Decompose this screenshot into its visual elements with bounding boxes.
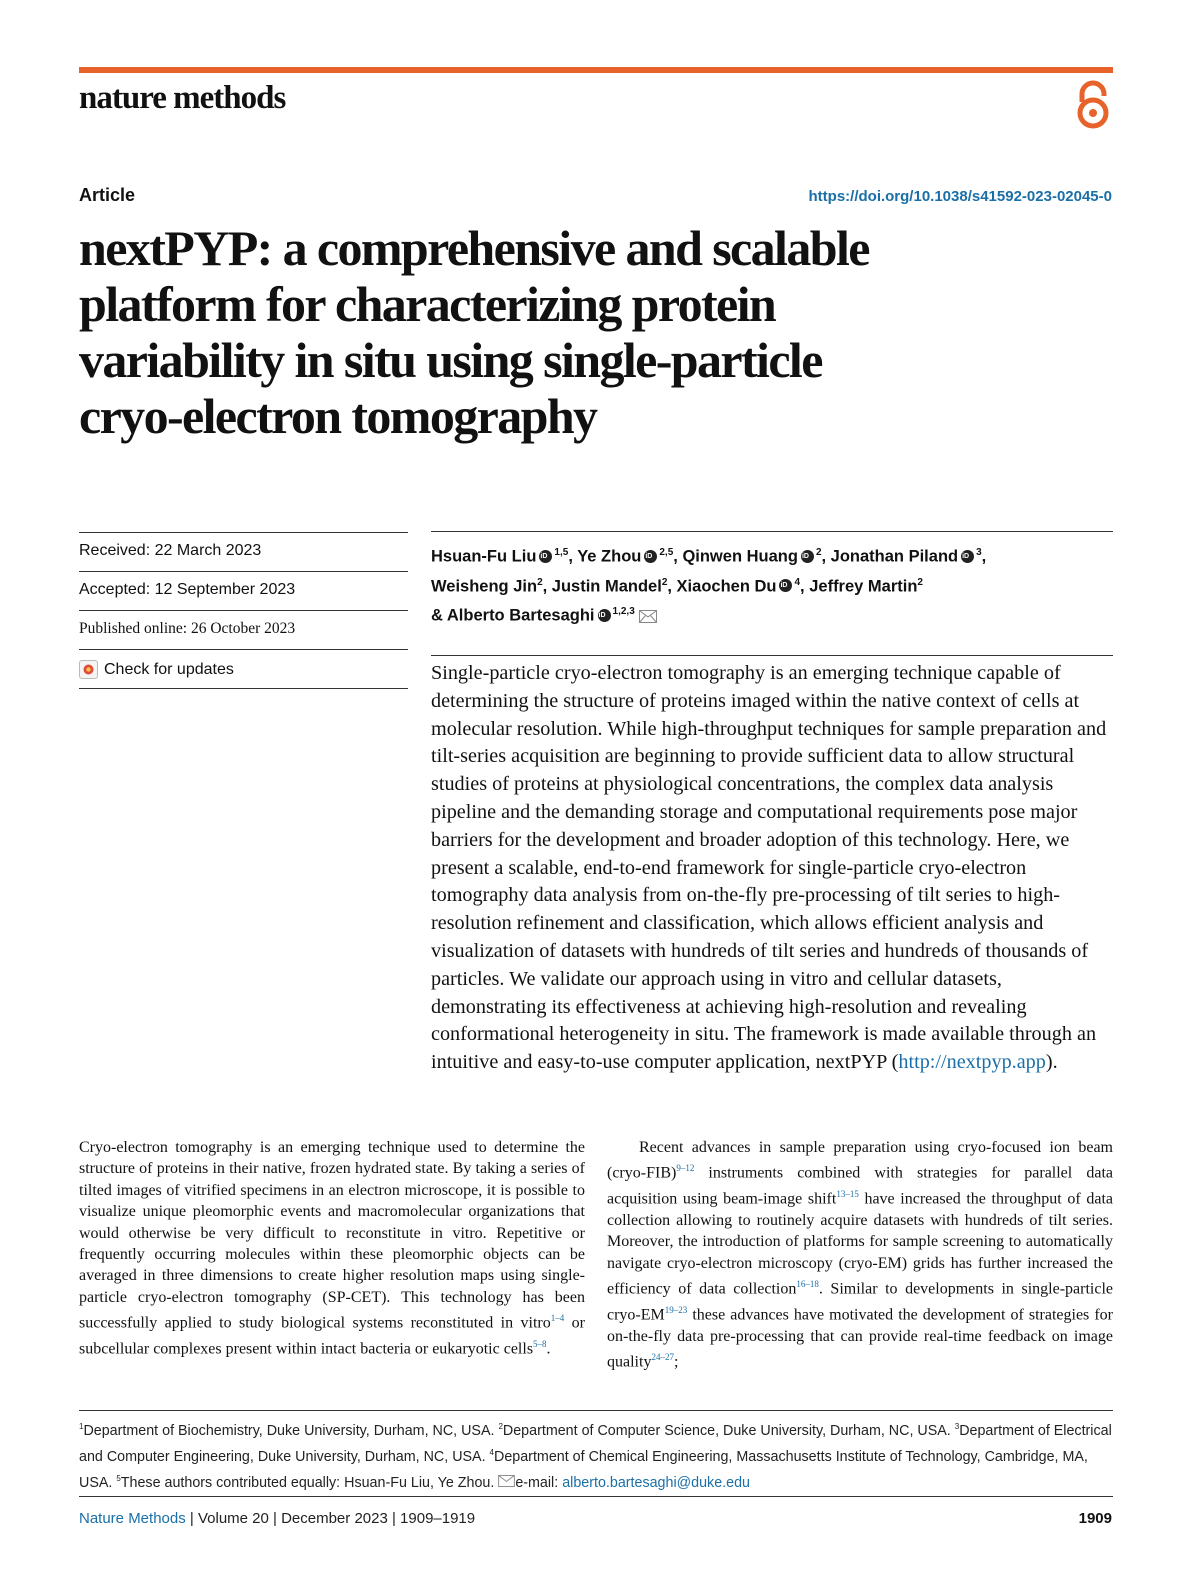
author-name[interactable]: Ye Zhou: [577, 547, 642, 566]
body-text: .: [546, 1340, 551, 1358]
body-paragraph: [607, 1137, 1113, 1373]
orcid-icon[interactable]: [961, 550, 974, 563]
header-rule: [79, 67, 1113, 73]
article-history: [79, 532, 408, 689]
abstract: [431, 660, 1113, 1077]
footer-rule: [79, 1496, 1113, 1497]
orcid-icon[interactable]: [801, 550, 814, 563]
author-affiliation: 1,2,3: [612, 606, 635, 617]
affiliation-text: Department of Computer Science, Duke University, Durham, NC, USA.: [502, 1422, 955, 1439]
author-name[interactable]: Justin Mandel: [551, 577, 662, 595]
body-text: instruments combined with strategies for parallel data acquisition using beam-image shift: [607, 1164, 1113, 1208]
received-date: Received: 22 March 2023: [79, 533, 408, 572]
affiliation-text: Department of Biochemistry, Duke University, Durham, NC, USA.: [83, 1422, 499, 1439]
check-updates-label: Check for updates: [104, 660, 234, 678]
body-text: ;: [673, 1353, 679, 1371]
body-text: or subcellular complexes present within intact bacteria or eukaryotic cells: [79, 1314, 585, 1358]
author-name[interactable]: Hsuan-Fu Liu: [431, 547, 537, 566]
abstract-rule: [431, 655, 1113, 656]
body-column-right: [607, 1137, 1113, 1373]
author-rule: [431, 531, 1113, 532]
body-text: have increased the throughput of data collection allowing to routinely acquire datasets with hundreds of tilt series. Moreover, the introduction of platforms for sample screening to automatically navigate cryo-electron microscopy (cryo-EM) grids has further increased the efficiency of data collection: [607, 1190, 1113, 1298]
author-name[interactable]: Jeffrey Martin: [809, 577, 918, 595]
author-name[interactable]: Xiaochen Du: [676, 577, 777, 595]
citation-link[interactable]: 1–4: [550, 1313, 565, 1324]
nextpyp-link[interactable]: http://nextpyp.app: [898, 1051, 1046, 1074]
affiliation-text: Department of Chemical Engineering, Massachusetts Institute of Technology, Cambridge, MA, USA.: [79, 1448, 1088, 1491]
orcid-icon[interactable]: [779, 579, 792, 592]
citation-link[interactable]: 24–27: [651, 1351, 674, 1362]
author-affiliation: 2: [917, 576, 923, 588]
author-affiliation: 2,5: [659, 547, 674, 558]
author-name[interactable]: Jonathan Piland: [830, 547, 959, 566]
email-link[interactable]: alberto.bartesaghi@duke.edu: [562, 1474, 750, 1491]
body-paragraph: [79, 1137, 585, 1360]
author-affiliation: 2: [537, 576, 543, 588]
author-name[interactable]: Alberto Bartesaghi: [446, 606, 595, 625]
affiliation-number: 5: [116, 1473, 121, 1483]
title-line: platform for characterizing protein: [79, 276, 776, 332]
article-type-label: Article: [79, 185, 136, 205]
affiliation-text: These authors contributed equally: Hsuan-Fu Liu, Ye Zhou.: [120, 1474, 499, 1491]
citation-link[interactable]: 19–23: [664, 1304, 688, 1315]
orcid-icon[interactable]: [539, 550, 552, 563]
body-column-left: [79, 1137, 585, 1360]
citation-link[interactable]: 9–12: [676, 1163, 695, 1174]
mail-icon: [498, 1475, 515, 1487]
footer-details: | Volume 20 | December 2023 | 1909–1919: [185, 1510, 476, 1527]
title-line: cryo-electron tomography: [79, 388, 597, 444]
title-line: variability in situ using single-particle: [79, 332, 822, 388]
orcid-icon[interactable]: [644, 550, 657, 563]
affiliation-text: Department of Electrical and Computer Engineering, Duke University, Durham, NC, USA.: [79, 1422, 1112, 1465]
author-affiliation: 3: [976, 547, 982, 558]
affiliations-rule: [79, 1410, 1113, 1411]
email-label: e-mail:: [515, 1474, 563, 1491]
affiliation-number: 2: [498, 1422, 503, 1431]
author-affiliation: 4: [794, 576, 801, 588]
body-text: . Similar to developments in single-particle cryo-EM: [607, 1280, 1113, 1324]
author-affiliation: 1,5: [554, 547, 569, 558]
author-list: Hsuan-Fu LiuiD $^{1,5}$, Ye ZhouiD $^{2,5}$, Qinwen HuangiD $^2$, Jonathan PilandiD $^3$, Weisheng Jin$^2$, Justin Mandel$^2$, Xiaochen DuiD $^4$, Jeffrey Martin$^2$ & Alberto BartesaghiiD $^{1,2,3}$: [431, 540, 1113, 629]
mail-icon[interactable]: [639, 610, 657, 623]
journal-name: nature methods: [79, 80, 286, 116]
author-affiliation: 2: [661, 576, 668, 588]
abstract-end: ).: [1045, 1051, 1058, 1074]
author-name[interactable]: Weisheng Jin: [431, 577, 538, 595]
doi-link[interactable]: https://doi.org/10.1038/s41592-023-02045-0: [808, 188, 1112, 205]
check-updates-icon: [79, 660, 98, 679]
abstract-text: Single-particle cryo-electron tomography is an emerging technique capable of determining the structure of proteins imaged within the native context of cells at molecular resolution. While high-throughput techniques for sample preparation and tilt-series acquisition are beginning to provide sufficient data to allow structural studies of proteins at physiological concentrations, the complex data analysis pipeline and the demanding storage and computational requirements pose major barriers for the development and broader adoption of this technology. Here, we present a scalable, end-to-end framework for single-particle cryo-electron tomography data analysis from on-the-fly pre-processing of tilt series to high-resolution refinement and classification, which allows efficient analysis and visualization of datasets with hundreds of tilt series and hundreds of thousands of particles. We validate our approach using in vitro and cellular datasets, demonstrating its effectiveness at achieving high-resolution and revealing conformational heterogeneity in situ. The framework is made available through an intuitive and easy-to-use computer application, nextPYP (: [431, 662, 1107, 1074]
article-title: [79, 220, 1079, 444]
body-text: Cryo-electron tomography is an emerging technique used to determine the structure of proteins in their native, frozen hydrated state. By taking a series of tilted images of vitrified specimens in an electron microscope, it is possible to visualize unique pleomorphic events and macromolecular organizations that would otherwise be very difficult to reconstitute in vitro. Repetitive or frequently occurring molecules within these pleomorphic objects can be averaged in three dimensions to create higher resolution maps using single-particle cryo-electron tomography (SP-CET). This technology has been successfully applied to study biological systems reconstituted in vitro: [79, 1139, 585, 1332]
footer-citation: [79, 1510, 475, 1527]
body-text: Recent advances in sample preparation using cryo-focused ion beam (cryo-FIB): [607, 1139, 1113, 1182]
page-number: 1909: [1078, 1510, 1112, 1527]
affiliation-number: 1: [79, 1422, 84, 1431]
published-date: Published online: 26 October 2023: [79, 611, 408, 650]
footer-journal-link[interactable]: Nature Methods: [79, 1510, 186, 1527]
citation-link[interactable]: 13–15: [836, 1189, 859, 1200]
affiliation-number: 4: [489, 1447, 494, 1457]
author-name[interactable]: Qinwen Huang: [682, 547, 798, 566]
body-text: these advances have motivated the development of strategies for on-the-fly data pre-processing that can provide real-time feedback on image quality: [607, 1306, 1113, 1371]
accepted-date: Accepted: 12 September 2023: [79, 572, 408, 611]
affiliations: [79, 1416, 1113, 1493]
title-line: nextPYP: a comprehensive and scalable: [79, 220, 869, 276]
affiliation-number: 3: [954, 1422, 960, 1431]
citation-link[interactable]: 5–8: [533, 1338, 547, 1349]
citation-link[interactable]: 16–18: [796, 1279, 819, 1290]
open-access-icon: [1075, 80, 1111, 130]
orcid-icon[interactable]: [598, 609, 611, 622]
author-affiliation: 2: [815, 547, 822, 558]
check-updates-button[interactable]: [79, 650, 408, 689]
